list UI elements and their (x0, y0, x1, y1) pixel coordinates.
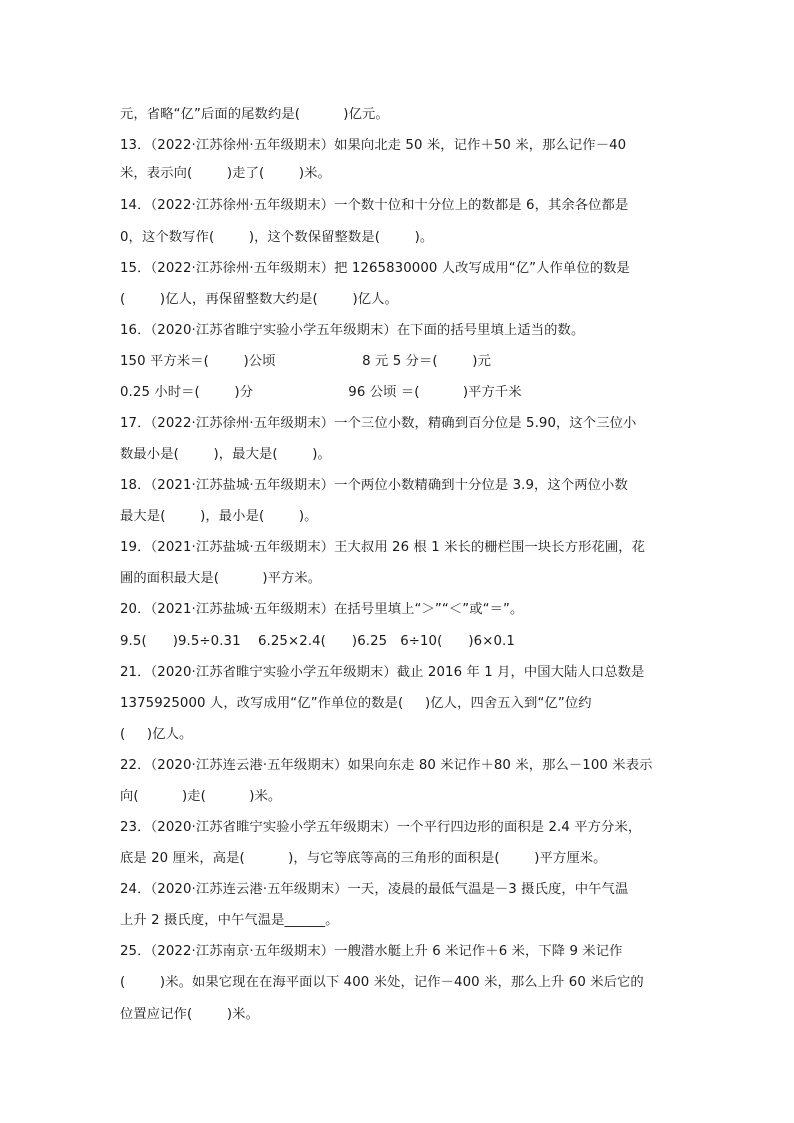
text-line: 上升 2 摄氏度，中午气温是______。 (120, 913, 339, 928)
text-line: 22．（2020·江苏连云港·五年级期末）如果向东走 80 米记作＋80 米，那么－100 米表示 (120, 758, 653, 773)
text-line: 21．（2020·江苏省睢宁实验小学五年级期末）截止 2016 年 1 月，中国大陆人口总数是 (120, 665, 645, 680)
text-line: 底是 20 厘米，高是( )，与它等底等高的三角形的面积是( )平方厘米。 (120, 851, 607, 866)
text-line: 0，这个数写作( )，这个数保留整数是( )。 (120, 230, 434, 245)
text-line: 15．（2022·江苏徐州·五年级期末）把 1265830000 人改写成用“亿”人作单位的数是 (120, 261, 630, 276)
text-line: 位置应记作( )米。 (120, 1007, 259, 1022)
text-line: 米，表示向( )走了( )米。 (120, 166, 331, 181)
text-line: 13．（2022·江苏徐州·五年级期末）如果向北走 50 米，记作＋50 米，那么记作－40 (120, 138, 627, 153)
text-line: 最大是( )，最小是( )。 (120, 509, 318, 524)
text-line: 14．（2022·江苏徐州·五年级期末）一个数十位和十分位上的数都是 6，其余各位都是 (120, 198, 629, 213)
text-line: 25．（2022·江苏南京·五年级期末）一艘潜水艇上升 6 米记作＋6 米，下降 9 米记作 (120, 944, 623, 959)
text-line: 向( )走( )米。 (120, 789, 282, 804)
text-line: 圃的面积最大是( )平方米。 (120, 571, 322, 586)
text-line: 0.25 小时＝( )分 96 公顷 ＝( )平方千米 (120, 385, 522, 400)
text-line: 20．（2021·江苏盐城·五年级期末）在括号里填上“＞”“＜”或“＝”。 (120, 602, 524, 617)
text-line: 23．（2020·江苏省睢宁实验小学五年级期末）一个平行四边形的面积是 2.4 平方分米， (120, 820, 642, 835)
text-line: 19．（2021·江苏盐城·五年级期末）王大叔用 26 根 1 米长的栅栏围一块长方形花圃，花 (120, 540, 646, 555)
text-line: 18．（2021·江苏盐城·五年级期末）一个两位小数精确到十分位是 3.9，这个两位小数 (120, 478, 628, 493)
text-line: 150 平方米＝( )公顷 8 元 5 分＝( )元 (120, 354, 491, 369)
text-line: 1375925000 人，改写成用“亿”作单位的数是( )亿人，四舍五入到“亿”位约 (120, 696, 592, 711)
text-line: 元，省略“亿”后面的尾数约是( )亿元。 (120, 107, 389, 122)
text-line: ( )亿人。 (120, 727, 193, 742)
text-line: 数最小是( )，最大是( )。 (120, 447, 331, 462)
text-line: ( )米。如果它现在在海平面以下 400 米处，记作－400 米，那么上升 60 米后它的 (120, 975, 644, 990)
text-line: 16．（2020·江苏省睢宁实验小学五年级期末）在下面的括号里填上适当的数。 (120, 323, 585, 338)
text-line: 17．（2022·江苏徐州·五年级期末）一个三位小数，精确到百分位是 5.90，这个三位小 (120, 416, 637, 431)
text-line: 24．（2020·江苏连云港·五年级期末）一天，凌晨的最低气温是－3 摄氏度，中午气温 (120, 882, 629, 897)
text-line: ( )亿人，再保留整数大约是( )亿人。 (120, 292, 398, 307)
text-line: 9.5( )9.5÷0.31 6.25×2.4( )6.25 6÷10( )6×0.1 (120, 634, 515, 649)
